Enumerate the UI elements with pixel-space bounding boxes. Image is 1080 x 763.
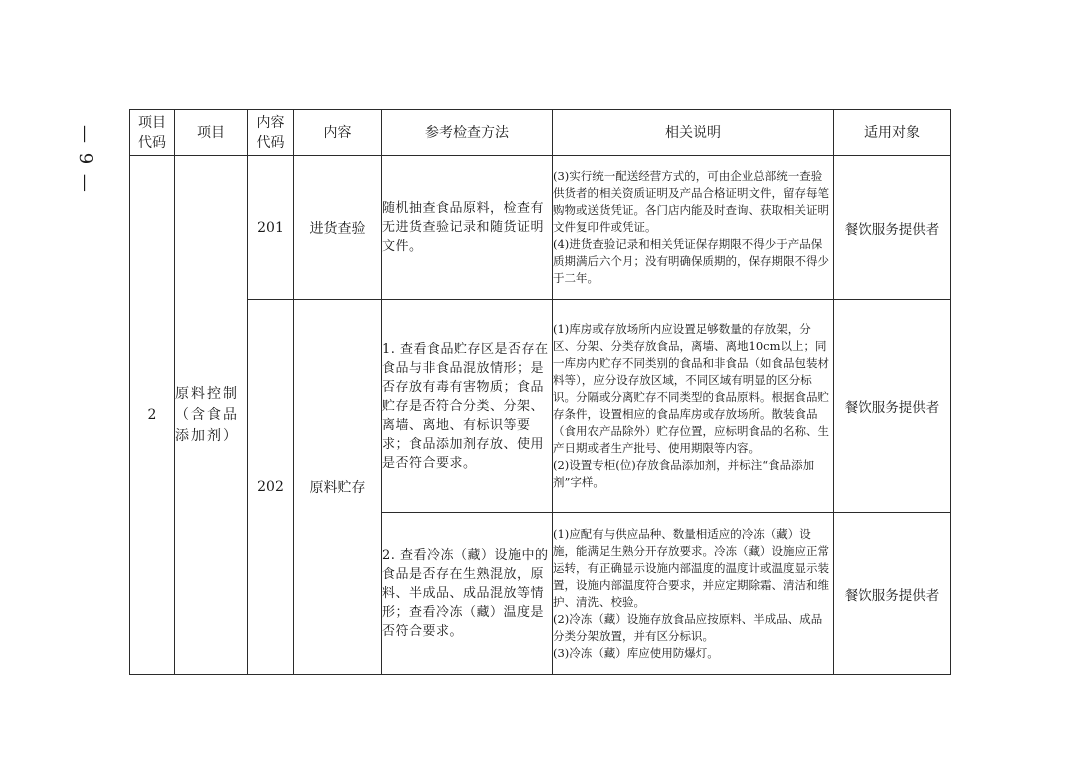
method-cell: 2. 查看冷冻（藏）设施中的食品是否存在生熟混放，原料、半成品、成品混放等情形；查看冷冻（藏）温度是否符合要求。	[382, 513, 553, 675]
description-cell	[553, 300, 834, 513]
header-content-code: 内容 代码	[248, 110, 294, 156]
item-code-cell: 2	[130, 156, 175, 675]
applicable-cell: 餐饮服务提供者	[834, 513, 951, 675]
header-description: 相关说明	[553, 110, 834, 156]
content-code-cell: 202	[248, 300, 294, 675]
description-cell	[553, 513, 834, 675]
header-method: 参考检查方法	[382, 110, 553, 156]
header-item: 项目	[175, 110, 248, 156]
applicable-cell: 餐饮服务提供者	[834, 156, 951, 300]
item-name-cell: 原料控制 （含食品 添加剂）	[175, 156, 248, 675]
inspection-table	[129, 109, 951, 675]
applicable-cell: 餐饮服务提供者	[834, 300, 951, 513]
table-row	[130, 156, 951, 300]
method-cell: 1. 查看食品贮存区是否存在食品与非食品混放情形；是否存放有毒有害物质；食品贮存是否符合分类、分架、离墙、离地、有标识等要求；食品添加剂存放、使用是否符合要求。	[382, 300, 553, 513]
content-cell: 进货查验	[294, 156, 382, 300]
content-code-cell: 201	[248, 156, 294, 300]
page-number: — 9 —	[75, 125, 96, 194]
header-item-code: 项目 代码	[130, 110, 175, 156]
table-row	[130, 300, 951, 513]
description-line: (2)设置专柜(位)存放食品添加剂，并标注“食品添加剂”字样。	[553, 458, 815, 489]
description-line: (1)应配有与供应品种、数量相适应的冷冻（藏）设施，能满足生熟分开存放要求。冷冻（藏）设施应正常运转，有正确显示设施内部温度的温度计或温度显示装置，设施内部温度符合要求，并应定期除霜、清洁和维护、清洗、校验。	[553, 526, 829, 609]
description-line: (1)库房或存放场所内应设置足够数量的存放架，分区、分架、分类存放食品，离墙、离地10cm以上；同一库房内贮存不同类别的食品和非食品（如食品包装材料等），应分设存放区域，不同区域有明显的区分标识。分隔或分离贮存不同类型的食品原料。根据食品贮存条件，设置相应的食品库房或存放场所。散装食品（食用农产品除外）贮存位置，应标明食品的名称、生产日期或者生产批号、使用期限等内容。	[553, 322, 829, 455]
description-line: (3)实行统一配送经营方式的，可由企业总部统一查验供货者的相关资质证明及产品合格证明文件，留存每笔购物或送货凭证。各门店内能及时查询、获取相关证明文件复印件或凭证。	[553, 169, 829, 234]
content-cell: 原料贮存	[294, 300, 382, 675]
header-applicable: 适用对象	[834, 110, 951, 156]
header-content: 内容	[294, 110, 382, 156]
description-line: (2)冷冻（藏）设施存放食品应按原料、半成品、成品分类分架放置，并有区分标识。	[553, 611, 823, 643]
description-cell	[553, 156, 834, 300]
description-line: (3)冷冻（藏）库应使用防爆灯。	[553, 645, 719, 660]
method-cell: 随机抽查食品原料，检查有无进货查验记录和随货证明文件。	[382, 156, 553, 300]
header-row	[130, 110, 951, 156]
description-line: (4)进货查验记录和相关凭证保存期限不得少于产品保质期满后六个月；没有明确保质期的，保存期限不得少于二年。	[553, 237, 829, 285]
